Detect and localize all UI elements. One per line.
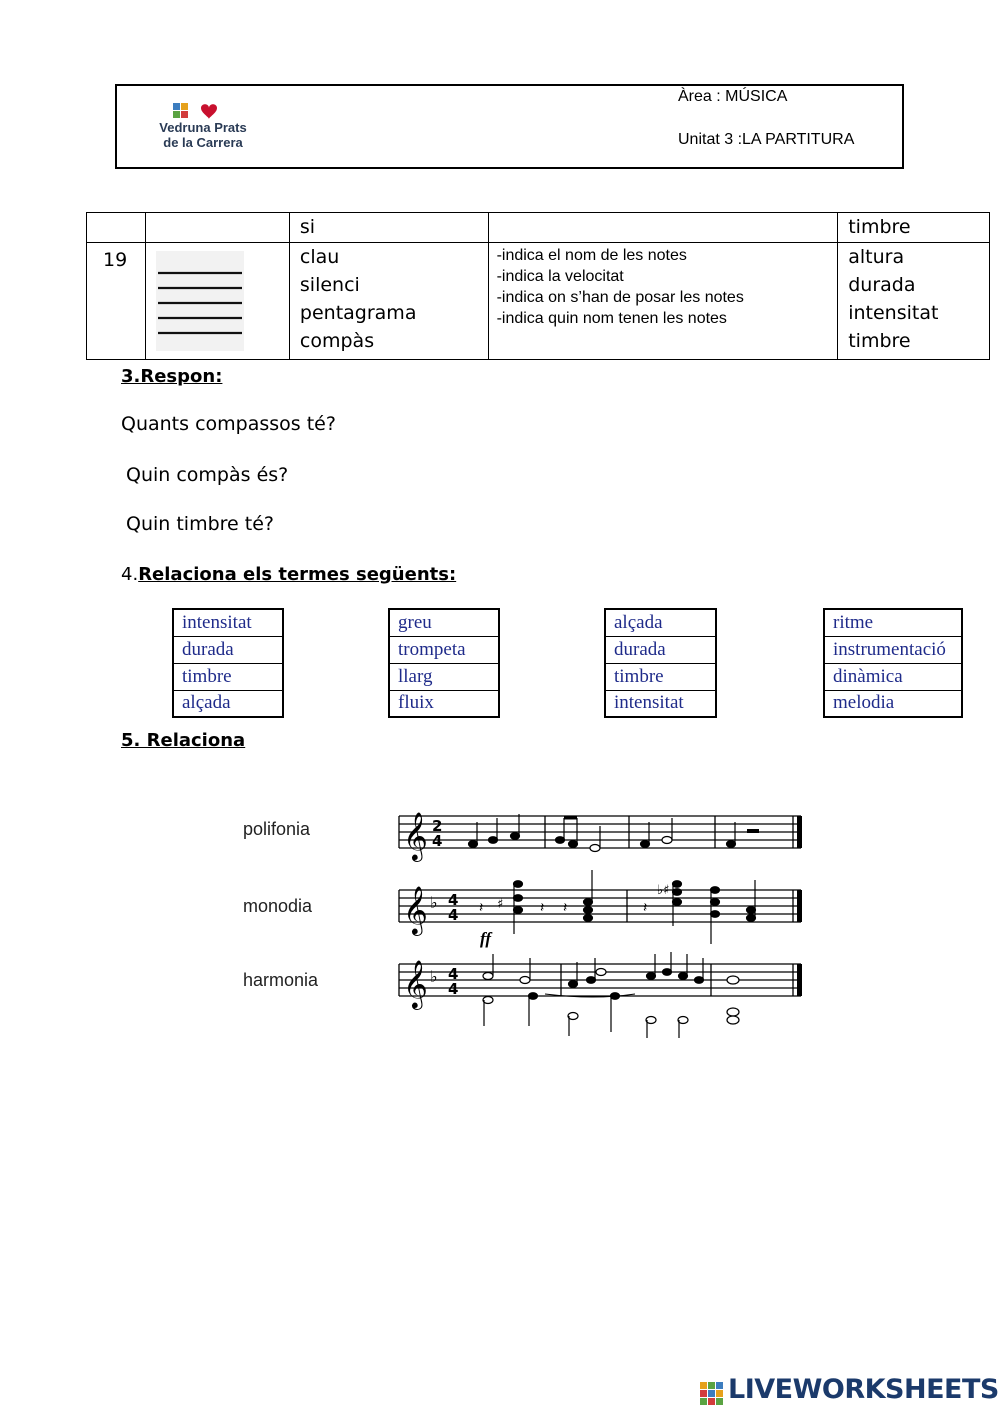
time-signature-top: 4 <box>448 965 459 983</box>
row-number-cell <box>87 243 146 360</box>
term-table-3 <box>604 608 717 718</box>
row-number: 19 <box>103 249 128 271</box>
staff-lines-icon <box>146 243 289 355</box>
option-compas: compàs <box>299 330 375 352</box>
section-4-heading <box>121 564 456 585</box>
question-time-signature: Quin compàs és? <box>126 464 289 486</box>
term-cell[interactable]: durada <box>605 636 716 663</box>
table-cell <box>145 213 289 243</box>
table-cell <box>838 213 990 243</box>
description-item: -indica el nom de les notes <box>496 247 687 264</box>
term-table-1 <box>172 608 284 718</box>
terms-table <box>86 212 990 360</box>
section-5-title: 5. Relaciona <box>121 730 246 751</box>
option-clau: clau <box>299 246 340 268</box>
term-cell[interactable]: ritme <box>824 609 962 636</box>
term-cell[interactable]: timbre <box>173 663 283 690</box>
term-table-2 <box>388 608 500 718</box>
logo-line-1: Vedruna Prats <box>159 120 247 135</box>
option-text: si <box>299 216 316 238</box>
label-harmonia[interactable]: harmonia <box>243 970 319 990</box>
rest-icon: 𝄽 <box>540 900 545 916</box>
question-measures: Quants compassos té? <box>121 413 336 435</box>
rest-icon: 𝄽 <box>643 900 648 916</box>
sharp-icon: ♯ <box>497 897 504 912</box>
flat-icon: ♭ <box>430 893 438 912</box>
term-cell[interactable]: alçada <box>173 690 283 717</box>
area-label: Àrea : MÚSICA <box>678 88 788 105</box>
rest-icon: 𝄽 <box>563 900 568 916</box>
term-cell[interactable]: llarg <box>389 663 499 690</box>
descriptions-cell <box>488 243 838 360</box>
table-cell <box>289 213 488 243</box>
time-signature-bottom: 4 <box>448 906 459 924</box>
term-cell[interactable]: intensitat <box>173 609 283 636</box>
quality-intensitat: intensitat <box>848 302 939 324</box>
time-signature-top: 2 <box>432 817 443 835</box>
section-4-title: Relaciona els termes següents: <box>138 564 457 585</box>
option-silenci: silenci <box>299 274 360 296</box>
table-row <box>87 243 990 360</box>
treble-clef-icon: 𝄞 <box>403 885 428 934</box>
quality-durada: durada <box>848 274 916 296</box>
quality-altura: altura <box>848 246 905 268</box>
term-cell[interactable]: greu <box>389 609 499 636</box>
treble-clef-icon: 𝄞 <box>403 811 428 860</box>
options-cell <box>289 243 488 360</box>
sharp-icon: ♭♯ <box>657 883 670 898</box>
term-cell[interactable]: fluix <box>389 690 499 717</box>
question-timbre: Quin timbre té? <box>126 513 275 535</box>
unit-label: Unitat 3 :LA PARTITURA <box>678 131 855 148</box>
term-cell[interactable]: dinàmica <box>824 663 962 690</box>
description-item: -indica quin nom tenen les notes <box>496 310 727 327</box>
logo-line-2: de la Carrera <box>163 135 243 150</box>
option-pentagrama: pentagrama <box>299 302 417 324</box>
staff-image-cell <box>145 243 289 360</box>
rest-icon: 𝄽 <box>479 900 484 916</box>
school-logo <box>140 98 270 158</box>
quality-timbre: timbre <box>848 330 911 352</box>
term-cell[interactable]: timbre <box>605 663 716 690</box>
logo-text <box>148 120 258 150</box>
logo-emblem-icon <box>173 102 219 120</box>
term-cell[interactable]: alçada <box>605 609 716 636</box>
staff-harmonia-icon[interactable] <box>395 950 810 1040</box>
term-cell[interactable]: instrumentació <box>824 636 962 663</box>
dynamic-mark: ff <box>480 929 492 948</box>
liveworksheets-text: LIVEWORKSHEETS <box>728 1374 999 1405</box>
term-cell[interactable]: melodia <box>824 690 962 717</box>
time-signature-top: 4 <box>448 891 459 909</box>
flat-icon: ♭ <box>430 967 438 986</box>
term-cell[interactable]: trompeta <box>389 636 499 663</box>
term-cell[interactable]: intensitat <box>605 690 716 717</box>
qualities-cell <box>838 243 990 360</box>
term-cell[interactable]: durada <box>173 636 283 663</box>
staff-monodia-icon[interactable] <box>395 862 810 952</box>
section-4-number: 4. <box>121 564 139 585</box>
table-cell <box>87 213 146 243</box>
label-monodia[interactable]: monodia <box>243 896 313 916</box>
liveworksheets-emblem-icon <box>700 1382 726 1406</box>
term-table-4 <box>823 608 963 718</box>
description-item: -indica on s’han de posar les notes <box>496 289 744 306</box>
treble-clef-icon: 𝄞 <box>403 959 428 1008</box>
table-cell <box>488 213 838 243</box>
time-signature-bottom: 4 <box>432 832 443 850</box>
section-3-title: 3.Respon: <box>121 366 223 387</box>
description-item: -indica la velocitat <box>496 268 624 285</box>
label-polifonia[interactable]: polifonia <box>243 819 311 839</box>
table-row <box>87 213 990 243</box>
staff-polifonia-icon[interactable] <box>395 800 810 862</box>
time-signature-bottom: 4 <box>448 980 459 998</box>
quality-text: timbre <box>848 216 911 238</box>
